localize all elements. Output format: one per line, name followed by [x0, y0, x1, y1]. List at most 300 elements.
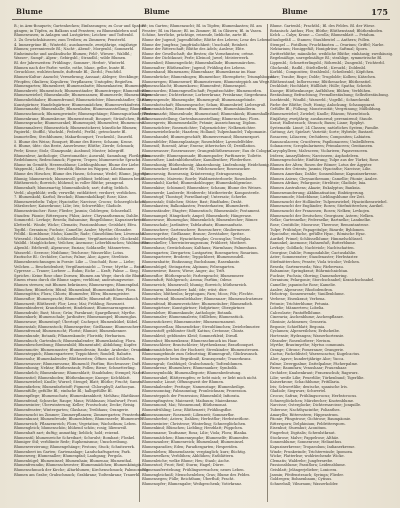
text-line: Blumenhügel; Steingarten; Alpinum; Felsengarten.: [142, 264, 236, 269]
text-line: Passionsblume; Passiflora; Leidensblume.: [270, 463, 346, 468]
text-line: Fenster; Bl. im Hause; Bl. im Zimmer; Bl. in Gläsern; Bl. in Vasen.: [142, 28, 263, 33]
text-line: Hortensie; Hydrangea; Wasserhortensie.: [270, 333, 345, 338]
text-line: Blumenfelder; Blumenplantage; Rosenfelder; Lavendelfelder.: [142, 139, 254, 144]
text-line: Blumenwelken; Verblühen; Abblühen; Entblättern.: [142, 454, 235, 459]
text-line: Blumenbuch; Gartenbuch; Blumenkalender; Blumenkatalog; Flora.: [14, 338, 137, 343]
text-line: Blumenkohl; Karfiol; Blumenkohlsuppe; Blumenkohlgemüse.: [142, 181, 253, 186]
text-line: Blumenschmuck der Kirche; Altarblumen; Kirchenschmuck; Palmsonntag.: [14, 468, 150, 472]
text-line: Blumenspritze; Gießkanne; Brause; Zerstäuber; Spritze.: [142, 232, 245, 237]
text-line: Blumiger Stil; verblümte Rede; Euphemismus; Umschreibung.: [14, 440, 128, 445]
text-line: Knospe; Blüthenknospe; Aufblühen; Blühen; Verblühen.: [270, 88, 372, 93]
text-line: Blumenflor; Blumenpracht; Blumenfülle; Blumenduft; Blumenhauch.: [14, 296, 140, 301]
text-line: Blumenpflege; Blumenschutz; Blumenkrankheit; Mehltau; Blattläuse.: [14, 394, 141, 398]
text-line: Blumenbrücke; Blumenbogen; Blumenthor; Ehrenpforte; Triumphbogen.: [142, 74, 275, 79]
text-line: Blumenzeit; Blüthezeit; Flor; Lenz; Mai; Frühling; Rosenzeit.: [14, 301, 126, 306]
text-line: Blumenkunst; Blumenfreude; Blumenleben; Blumenseele; Blumenwelt.: [14, 417, 144, 422]
text-line: Oleander; Rosenlorbeer; Nerium.: [270, 338, 331, 343]
text-line: Blumenstil; blumenreiche Schreibart; Schwulst; Bombast; Floskel.: [14, 435, 136, 440]
text-line: Lippenbl.; Schmetterlingsbl.; Röhrenbl.; Zungenbl.; Trichterbl.: [270, 61, 385, 65]
text-line: Blumen Australiens; Akazie; Eukalyptus; Banksia.: [270, 185, 361, 190]
text-line: Blumensonntag; Palmsonntag; Fronleichnam; Prozession.: [142, 389, 248, 394]
text-line: Blumengärtner; Kunstgärtner; Hofgärtner; Obergärtner.: [142, 306, 246, 311]
text-line: Blumenleiche; welke Blume; Heu; Staub; Asche.: [142, 458, 230, 463]
text-line: Alpenbl.: Edelweiß; Alpenrose; Enzian; Soldanelle; Männertreu.: [14, 246, 131, 250]
text-line: Myrthe; Brautmyrthe; Myrtus communis.: [270, 343, 346, 348]
text-line: Aloe; Agave; hundertjährige Aloe; Yucca.: [270, 357, 345, 361]
text-line: Verbene; Eisenkraut; Verbena.: [270, 296, 326, 301]
text-line: 6. Blume, übtr.: das Beste, Auserlesene; Blüthe; Zierde; Schmuck;: [14, 144, 135, 149]
text-line: Lobelie; Männertreu; Lobelia.: [270, 306, 325, 311]
text-line: Blumenkorb; Blumenschale; Jardinière; Blumenampel; Blumenglas.: [14, 315, 138, 320]
text-line: Blumenfeind; Schnecke; Raupe; Maus; Wühlmaus; Maulwurf; Frost.: [14, 398, 139, 403]
text-line: Topfbl.: Geranium; Fuchsie; Camellie; Azalee; Myrthe; Oleander.: [14, 227, 132, 232]
text-line: Blumensommer; Rosenzeit; Lilienzeit; Sommerflor.: [142, 412, 235, 417]
text-line: Blume der Jugend; Jugendblüthe; Blüthe des Lebens; Lenz des Lebens.: [142, 37, 272, 42]
text-line: Blumenstab; Stäbchen; Stütze; Bast; Bindfaden; Draht.: [142, 199, 243, 204]
text-line: Blumenangebinde zum Geburtstag; Blumengruß; Glückwunsch.: [142, 352, 259, 357]
text-line: Blumenmaler; Blumenmalerin; Stillleben; Blumenstück.: [142, 315, 244, 320]
text-line: Blumengleich; blumenschön; blühend schön; rosig; lilienweiß.: [14, 426, 128, 431]
text-line: Exotische Bl.: Orchidee; Cactus; Palme; Aloe; Agave; Strelitzie.: [14, 255, 130, 260]
text-line: Einem etwas durch die Blume sagen; verblümt; andeutungsweise.: [14, 278, 135, 283]
text-line: Blumenlese; Anthologie; Chrestomathie; Auswahl; Sammlung; Florilegium.: [14, 153, 151, 158]
text-line: Blumenteppich; Blumenparterre; Teppichbeet; Rondell; Rabatte.: [14, 352, 133, 357]
text-line: Blumenhonig; Nektar; Blüthenstaub; Pollen; Biene; Schmetterling.: [14, 366, 136, 371]
text-line: Blumenhaft zart; duftig; anmuthig; lieblich; hold; reizend.: [14, 431, 120, 435]
running-header: [12, 5, 390, 20]
text-line: Blumenfeind; Blumenverächter; Blumenräuber; Blumendieb.: [142, 301, 254, 306]
text-line: Blumenschleier; Brautschleier; Myrthenkranz; Brautbouquet.: [142, 343, 255, 348]
text-line: Blumensegen; Fülle; Reichthum; Überfluß; Pracht.: [142, 477, 235, 482]
text-line: Blumen nach der Farbe: weiße, rothe, blaue, gelbe, bunte Bl.: [14, 65, 126, 70]
text-line: Blume der Ritterschaft; Blüthe des Adels; Auslese; Elite.: [142, 47, 246, 52]
text-line: Nelke; Gartennelke; Federnelke; Bartnelke; Landnelke.: [270, 218, 372, 223]
text-line: Blumen der Alten; Rosen der Römer; Lotus der Ägypter.: [270, 162, 373, 167]
text-line: Blumengeschichte; Einführung; Tulpe aus der Türkei; Rose.: [270, 158, 380, 163]
text-line: Blumenbrett; Blumentisch; Blumenständer; Blumentreppe; Blumenfenster.: [14, 88, 151, 93]
text-line: Blume. Gartenbl.; Prachtbl.; Bl. des Feldes. Bl. der Wiese.: [270, 24, 376, 28]
text-line: Blumenmädchen; Blumenfrau; Blumenweib; Blumenhändlerin.: [142, 107, 257, 112]
text-line: Staubgefäß — Stamen; Staubbeutel — Anthera; Pollen.: [270, 37, 371, 42]
text-line: Blumenhaus; Gewächshaus; Kalthaus; Warmhaus; Palmenhaus.: [142, 246, 258, 250]
text-line: Kelch — Calyx; Krone — Corolla; Blumenblatt — Petalum.: [270, 33, 376, 38]
text-line: Blumengrab; Grabhügel; Grabschmuck; Todtenblumen.: [142, 361, 244, 366]
text-line: Blumenalter; Blüthenalter; Jugend; Frühling des Lebens.: [142, 65, 246, 70]
text-line: Gloxinie; Achimenes; Gesneria.: [270, 320, 327, 324]
text-line: Wasserbl.: Seerose; Nixblume; Teichrose; Wasserlilie; Lotus.: [14, 250, 125, 255]
text-line: Blumenfrühling; Lenz; Blüthenzeit; Frühlingsflor.: [142, 407, 232, 412]
text-line: Cineraria; Aschenblume; Aschenpflanze.: [270, 315, 344, 320]
text-line: Deckblatt; Hochblatt; Hüllblatt; Hülle; Spatha; Scheide.: [270, 84, 373, 89]
text-line: Blumengarten; Blumenbeet; Blumenrabatte; Blumenkasten; Blumentopf;: [14, 84, 148, 89]
text-line: Blumenorakel; Blätterzupfen; er liebt mich; er liebt mich nicht.: [142, 375, 258, 380]
text-line: Blumenzucker; kandierte Bl.; Veilchenzucker; Rosenzucker.: [142, 167, 251, 172]
text-line: Blumensprache; Blumenorakel; Blumenspiel; Blumenfest; Blumencorso.: [14, 121, 146, 126]
text-line: Blume im Gemüth; Herzensblume; Lieblingsblume; Blume der Liebe.: [14, 162, 140, 167]
text-line: Blumenwasser; Rosenwasser; Orangenblüthenwasser; Eau de Cologne.: [142, 148, 273, 153]
text-line: Kunstgärtner; Handelsgärtner; Blumenmädchen; Blumenverkäuferin.: [14, 102, 141, 107]
text-line: Schneeglöckchen; Märzbecher; Knotenblume.: [270, 398, 355, 403]
text-line: Blumen am Grabe; Grabschmuck; Grabkranz; Todtenkranz; Trauerbl.: [14, 472, 141, 477]
text-line: Heliotrop; Sonnenwende; Vanillenblume.: [270, 292, 345, 297]
text-line: Papierbl.; Stoffbl.; Wachsbl.; Federbl.; Perlbl.; getrocknete Bl.: [14, 130, 127, 135]
text-line: Blumenopfer; Blumengabe; Weihgeschenk; Votivkranz.: [142, 481, 243, 486]
text-line: Blumenbeschreibung; Blumenbild; Blumentafel; Abbildung; Kupfer.: [14, 343, 138, 348]
text-line: Blumen Asiens; Chrysanthemum; Camellie; Päonie; Azalee.: [270, 176, 378, 181]
text-line: Ranunkel; Anemone; Hahnenfuß; Butterblume.: [270, 241, 356, 246]
header-middle-word: Blume: [144, 7, 170, 16]
text-line: Blumenreich; blumenvoll; blumig; florreich; blüthenreich.: [142, 283, 248, 287]
text-line: Blumenthee; Lindenblüthenthee; Kamillenthee; Fliederthee.: [142, 158, 252, 163]
text-line: Einheimische und ausländische Blumen; Feld-, Wiesen-, Waldbl.;: [14, 51, 132, 56]
text-line: Blumenhut; Blumenkranz; Blumenschmuck im Haar.: [142, 338, 238, 343]
text-line: Narcisse; Osterglocke; Dichternarcisse; Jonquille.: [270, 403, 362, 408]
text-line: Blumenzwiebel; Blumenknolle; Blumensamen; Blumenerde; Blumendünger.: [14, 93, 153, 98]
text-line: Petunie; Trichterblume; Petunia.: [270, 301, 330, 306]
text-line: Blumengarten; Ziergarten; Lustgarten; Rosengarten; Rosarium.: [142, 250, 259, 255]
text-line: Blumenstiel; Blumenboden; Blüthenknospe; Knospe; Kelchblatt.: [14, 375, 131, 380]
text-line: Blumenkreuz; Blumenherz; Blumenanker; Symbolik.: [142, 366, 238, 371]
text-line: Blumenstoff; geblümter Stoff; Kattun; Cretonne; Chintz.: [142, 329, 245, 334]
text-line: Regelmäßige, unregelmäßige Bl.; strahlige, symmetrische Bl.: [270, 56, 383, 61]
text-line: Blumengöttin; Flora; Chloris; Blumenfee; Elfen; Blumengeister.: [14, 292, 130, 297]
text-line: Blumenzucht der Deutschen; Georginen; Astern; Nelken.: [270, 213, 375, 218]
text-line: Päonie; Pfingstrose; Gichtrose; Baumpäonie.: [270, 417, 352, 422]
text-line: Blumenwiese; Rasen; Wiese; Anger; Au; Trift.: [142, 269, 226, 274]
text-line: Blumenkeller; Überwinterungsraum; Frühbeet; Mistbeet.: [142, 241, 247, 246]
text-line: Blumenwanderung; Akklimatisation; Einbürgerung.: [270, 190, 365, 195]
text-line: Kaiserkrone; Schachblume; Fritillaria.: [270, 380, 340, 385]
text-line: Kapuzinerkresse; Tropaeolum; Indianerkresse.: [270, 444, 356, 449]
text-line: Blumenkasten; Balkonkasten; Fensterkasten; Blumenbrett.: [142, 204, 250, 209]
text-line: Camellie; japanische Rose; Kamelie.: [270, 283, 337, 287]
text-line: Blumenflor; Blüthenpracht; Farbenpracht; Blumenmeer.: [142, 273, 245, 278]
text-line: Schöne, herrliche, prächtige, reizende, liebliche, zarte Bl.: [142, 33, 248, 38]
text-line: Orange; Citrone; Pomeranze; Orangerie.: [270, 347, 345, 352]
text-line: Goldregen; Bohnenbaum; Cytisus.: [270, 477, 333, 482]
text-line: Solanaceen; Scrophularineen; Primulaceen; Gentianeen.: [270, 144, 374, 149]
text-line: Blumenfreund; Blumenliebhaber; Blumennarr; Blumenschwärmer.: [142, 296, 264, 301]
text-line: Blumenweg; Blumenallee; Blumenpfad; Laubgang; Pergola.: [14, 454, 123, 459]
text-line: Blumenspende beim Begräbniß; Kranzspende; Trauerkranz.: [142, 357, 252, 361]
text-line: Blumenmotiv; Blumenmuster; Blumendessin; Ranke; Arabeske; Ornament.: [14, 347, 151, 352]
text-line: Palme; Zwergpalme; Dattelpalme; Fächerpalme.: [270, 361, 359, 366]
text-line: Blumenauferstehung; Frühlingserwachen; neues Leben.: [142, 468, 245, 472]
text-line: Blumenlehre; Blumenkunde; Anthologie; Botanik.: [142, 310, 233, 315]
text-line: Blumenhaft; blumenartig; blumenähnlich; zart; duftig; lieblich.: [14, 185, 129, 190]
text-line: Veilchen — Bescheidenheit; Vergißmeinnicht — Treue; Myrthe — Braut.: [14, 264, 146, 269]
text-line: Blumenzucht im Zimmer; Zimmerpflanzen; Zimmergarten; Fensterbank.: [14, 412, 147, 417]
text-line: Orchidee; Knabenkraut; Frauenschuh; Ragwurz.: [270, 370, 359, 375]
text-line: Blumenfreund; Blumenzucht; Florist; Blumist; Blumenkenner.: [14, 329, 127, 334]
text-line: Blumenwasser; Blumenessenz; Blumenöl; Parfüm; Riechwasser; Duft.: [14, 361, 142, 366]
text-line: Blumenzwiebel; Knolle; Wurzel; Stengel; Blatt; Blüthe; Frucht; Samen.: [14, 380, 144, 385]
text-line: Blumenuhr; Blumenkalender; Blüthezeiten; Öffnen und Schließen.: [14, 357, 136, 361]
text-line: Blumen des Orients; Jasmin; Hyacinthe; Narcisse; Lilie.: [270, 167, 372, 172]
text-line: Blumenerde; Lauberde; Heideerde; Mistbeeterde; Komposterde.: [142, 190, 260, 195]
text-line: Blumendraht; Bast; Moos; Grün; Farnkraut; Spargelkraut; Myrthe.: [14, 310, 136, 315]
text-line: Eisenhut; Sturmhut; Aconitum.: [270, 426, 327, 431]
text-line: Farne; Baumfarn; Venushaar; Frauenhaar.: [270, 366, 347, 371]
text-line: Reseda; Gartenreseda; Wau; Färberwau.: [270, 264, 344, 269]
text-line: Blumen streuen; mit Blumen bekränzen; Blumenregen; Blumenpfad.: [14, 283, 140, 287]
text-line: Nektarium; Honiggefäß; Honigdrüse; Saftmal; Sporn.: [270, 47, 368, 52]
text-line: Blumenzwiebelglas; Hyacinthenglas; Crocusglas; Treibglas.: [142, 236, 252, 241]
text-line: Geranium; Pelargonie; Storchschnabel; Kranichschnabel.: [270, 278, 375, 283]
text-line: Blumenzucht der Engländer; Rosen; Stiefmütterchen; Aurikel.: [270, 204, 384, 209]
text-line: Bl. der Jahreszeiten: Frühlings-, Sommer-, Herbst-, Winterbl.: [14, 61, 126, 65]
text-line: Blumenhand; Blumenarm; Blumenhaar; Blumenkranz im Haar.: [142, 70, 257, 75]
text-line: Blumengleichniß; Menschenleben; Gras; Blume des Feldes.: [142, 472, 251, 477]
text-line: Blumenhonig; Blüthenhonig; Akazienhonig; Lindenhonig; Heidehonig.: [142, 162, 270, 167]
text-line: Blumenmarkt; Blumenbude; Blumenstand; Blumenkiosk; Blumenhalle.: [142, 111, 271, 116]
text-line: Blumenmarkt; Blumenhalle; Blumenladen; Blumenausstellung; Blumenflor.: [14, 107, 151, 112]
text-line: Blumenkrone; Dichterkrone; Lorbeerkranz; Preiskranz; Siegerkranz.: [142, 93, 268, 98]
text-line: 3. Zu Gewächshäusern; zum Treiben; zu Zimmern; Fensterbl.: [14, 37, 127, 42]
text-line: Blumenherbst; Astern; Dahlien; Herbstflor; Herbstzeitlose.: [142, 417, 250, 422]
text-line: Blüthenreich; florreich; blühend; in voller Blüthe; prangend.: [14, 181, 125, 186]
text-line: Blumenzwiebel; Zwiebel; Knolle; Rhizom; Wurzelstock.: [270, 111, 371, 116]
text-line: Waldbl.: Maiglöckchen; Veilchen; Anemone; Leberblümchen; Waldmeister.: [14, 241, 150, 246]
text-line: Sonnenblume; Sonnenrose; Helianthus.: [270, 440, 343, 445]
text-line: Blüthenstand; Inflorescenz; Blüthenachse; Blüthenstiel.: [270, 79, 372, 84]
text-line: Botanisch: Anthus; Flos; Blüthe; Blüthenstand; Blüthenboden.: [270, 28, 384, 33]
text-line: Blumenteppich der Prozession; Blumenbild; Infiorata.: [142, 394, 241, 398]
text-line: Blumenampel; Hängekorb; Ampel; Blumenkorb; Hängevase.: [142, 213, 253, 218]
text-line: Blumenkelch; Blumenkrone; Blumenblatt; Staubfaden; Stempel; Narbe.: [14, 370, 145, 375]
text-line: Blumenmädchen bei der Hochzeit; Streukinder; Blumenstreuen.: [142, 347, 260, 352]
text-line: Balsamine; Springkraut; Rührmichnichtan.: [270, 269, 349, 274]
text-line: Blumenkind; Blümchen; Liebling; Herzblatt; Püppchen.: [142, 426, 244, 431]
text-line: Blumentod; Frost; Reif; Sturm; Hagel; Dürre.: [142, 463, 225, 468]
text-line: Blumenname; Taufname; Rosa; Lilie; Viola; Flora; Blanka.: [142, 431, 248, 435]
text-line: Blumenschlacht; Blumenkorso; Blumenfest; Blumenspiel.: [142, 84, 247, 89]
text-column-3: [270, 24, 393, 504]
text-line: Blume der Jungfrau; Jungfräulichkeit; Unschuld; Reinheit.: [142, 42, 249, 47]
text-line: Blumenessig; Rosenessig; Kräuteressig; Estragonessig.: [142, 172, 244, 176]
text-line: Glockenbl.; Radbl.; Stieltellerbl.; Kreuzbl.; Doldenbl.: [270, 65, 367, 70]
text-line: Blumenhandel; Blumengeschäft; Blumenversand; Blumenexport.: [142, 135, 261, 139]
text-line: Crocus; Safran; Frühlingscrocus; Herbstcrocus.: [270, 394, 358, 398]
text-line: Blumen Afrikas; Pelargonie; Strelitzie; Gladiole; Ixia.: [270, 181, 367, 186]
text-line: Aurikel; Primel; Schlüsselblume; Himmelschlüssel.: [270, 236, 363, 241]
text-line: Tuberose; Nachthyacinthe; Polianthes.: [270, 407, 341, 412]
header-right-word: Blume: [282, 7, 308, 16]
text-line: Blumenfreundin; Blumenschwester; Blumenmädchen; Blumenkönigin.: [14, 463, 143, 468]
text-line: Bl.; im Garten; Blumenzucht; Bl. in Töpfen; Blumenkasten; Bl. am: [142, 24, 262, 28]
text-line: Farbe der Blüthe; Duft; Honig; Anlockung; Schauapparat.: [270, 102, 376, 107]
text-line: Perle; Krone; Stolz; Glanzpunkt; Ausbund; Muster; Inbegriff.: [14, 148, 125, 153]
text-line: Blumensträucher: Rose; Flieder; Jasmin; Goldregen; Schneeball.: [14, 209, 132, 213]
text-line: Ähre; Traube; Rispe; Dolde; Trugdolde; Kolben; Kätzchen.: [270, 74, 377, 79]
text-line: Stiefmütterchen; Pensée; Viola tricolor; Veilchen.: [270, 259, 360, 264]
text-line: Blumenpreis; Blumenmedaille; Prämie; Auszeichnung; Diplom.: [142, 121, 257, 126]
text-line: Geisblatt; Jelängerjelieber; Lonicera.: [270, 468, 338, 472]
text-line: Amaryllis; Rittersstern; Hippeastrum.: [270, 412, 339, 417]
text-line: Stauden: Päonie; Rittersporn; Phlox; Aster; Chrysanthemum; Dahlie.: [14, 213, 140, 218]
text-line: Systematik: Linné; 24 Classen; natürliches System; Familie.: [270, 125, 380, 130]
text-line: Blumenfenster; Wintergarten; Glashaus; Treibhaus; Orangerie.: [14, 407, 130, 412]
text-line: Blumenöl; Rosenöl; Attar; Essenz; ätherisches Öl; Destillation.: [142, 144, 256, 149]
text-line: Blumenlied; Blumengedicht; Blumenballade; Blumenmärchen.: [142, 61, 256, 65]
text-line: Blumenleben; Blumendasein; vergänglich; kurz; flüchtig.: [142, 449, 246, 454]
text-line: Blumen Amerikas; Dahlie; Sonnenblume; Kapuzinerkresse.: [270, 172, 378, 176]
text-line: Rose; Centifolie; Moosrose; Theerose; Remontantrose.: [270, 222, 370, 227]
text-line: Insektenbl.; Windbl.; Wasserbl.; Vogelbl.; Schneckenbl.: [270, 98, 371, 102]
text-line: Rittersporn; Delphinium; Feldrittersporn.: [270, 421, 346, 426]
text-line: Blumenbeet im Garten; Gartenanlage; Landschaftsgarten; Park.: [14, 449, 131, 454]
text-line: Stockrose; Malve; Pappelrose; Althäe.: [270, 435, 340, 440]
text-line: Geruchlose, wohlriechende, duftende Bl.; Zierbl.; Prachtbl.: [14, 70, 122, 75]
text-line: Blume der Gesellschaft; die Besten; die Vornehmsten; crème.: [142, 51, 254, 56]
text-line: Blumenkranz; Blumenkrone; Blumenstrauß; Bouquet; Sträußchen; Busch.: [14, 116, 150, 121]
text-line: Gefüllte Bl.; Füllung; Monstrosität; Vergrünung; Mißbildung.: [270, 107, 382, 112]
text-line: Redeblumen; Redeschmuck; Figuren; Tropen; blumenreiche Sprache.: [14, 158, 142, 163]
text-line: Blumenspende; Blumengabe; Blumengruß; Blumenangebinde.: [142, 98, 256, 102]
text-line: B.; in Arm-Bouquets; Gartenhecken; Einfassungen; zu Cour und Spazier-: [14, 24, 147, 28]
text-line: Blumenständer; Etagère; Blumentisch; Blumensäule; Postament.: [142, 209, 261, 213]
text-line: Blumenseife; Blumenpomade; Blumenpuder; Parfümerie; Toilette.: [142, 153, 263, 158]
text-line: Levkoje; Goldlack; Nachtviole; Nachtschatten.: [270, 246, 355, 250]
text-line: Fingerhut; Digitalis; Schwulstkraut.: [270, 431, 336, 435]
text-line: Märzbecher; Kaiserkrone; Lilie; Iris; Schwertlilie; Gladiole.: [14, 204, 123, 209]
text-line: Stempel — Pistillum; Fruchtknoten — Ovarium; Griffel; Narbe.: [270, 42, 385, 47]
text-line: Bestäubung; Befruchtung; Fremdbestäubung; Selbstbestäubung.: [270, 93, 389, 98]
text-line: Cypresse — Trauer; Lorbeer — Ruhm; Eiche — Kraft; Palme — Sieg.: [14, 269, 139, 274]
text-line: Azalee; Alpenrose; Rhododendron.: [270, 287, 334, 292]
text-line: Blumenausstellung; Gartenbauausstellung; Blumenschau; Flora.: [142, 116, 260, 121]
text-line: Blumenreich; Pflanzenreich; Flora; Vegetation; Wachsthum; Leben.: [14, 421, 137, 426]
text-line: Blumenzucht der Holländer; Tulpenzwiebel; Hyacinthenzwiebel.: [270, 199, 388, 204]
text-line: Blumenstickerei; Blumenmuster; Blumenornament.: [142, 320, 236, 324]
text-line: Winde; Prunkwinde; Trichterwinde; Ipomoea.: [270, 449, 354, 454]
text-line: Blumenmode; Modeblume; Lieblingsblume der Zeit.: [270, 195, 366, 200]
text-line: Blumenmalerei; Blumenstück; Blumenstickerei; künstliche Blumen;: [14, 125, 138, 130]
text-line: Blumenmädchen; Blumennymphe; Blumenelfe; Blumenfee.: [142, 435, 250, 440]
text-line: Blumenarm; blumenleer; kahl; öde; wüst; dürr.: [142, 287, 228, 292]
text-line: Blumenmond; Mai; Wonnemond; Blüthemonat.: [142, 403, 228, 408]
text-line: Blumenschmuck; Blumengewinde; Blumengehänge; Blumenguirlande; Feston.: [14, 111, 158, 116]
text-line: Caryophylleen; Malvaceen; Violarieen; Papaveraceen.: [270, 148, 369, 153]
text-line: Blumensymbolik; Blumenallegorie; Blumenbedeutung.: [142, 370, 242, 375]
text-line: Blumenregen; Blumenwurf; Blumenstreuen; Blumenteppich am Wege.: [142, 79, 271, 84]
text-line: Blumenverzierung; Blumengehänge; Festons; Stuck; Schnitzwerk.: [14, 444, 135, 449]
text-line: Jasmin; Pfeifenstrauch; Syringa; Flieder.: [270, 472, 344, 477]
text-line: Blumenduft; Wohlgeruch; Aroma; Parfüm; Odeur.: [142, 278, 232, 283]
text-line: Clematis; Waldrebe; Jungfernrebe.: [270, 458, 334, 463]
text-line: Blumenparterre; Broderie; Teppichbeet; Blumenrondell.: [142, 255, 245, 260]
text-line: Blumenschale; Jardinière; Tafelaufsatz; Blumenaufsatz.: [142, 222, 243, 227]
text-line: Blumenrabatte; Einfassung; Buchsbaum; Rasenkante.: [142, 259, 241, 264]
text-line: Blumenkäse; Schimmel; Blumenbier; Schaum; Blume des Weines.: [142, 185, 262, 190]
text-line: Blume der Dichtkunst; Perle; Kleinod; Juwel; Meisterwerk.: [142, 56, 250, 61]
text-line: Georgine; Dahlie; Pompondahlie; Cactusdahlie.: [270, 250, 357, 255]
text-line: Verbl.; abgeblüht; welk; verwelkt; entblättert; verdorrt; verblichen.: [14, 190, 137, 195]
text-line: Sommerbl.: Levkoje; Reseda; Balsamine; Ringelblume; Kapuzinerkresse.: [14, 218, 147, 223]
text-line: Feldbl.: Kornblume; Mohn; Kamille; Rade; Gänseblümchen; Löwenzahn.: [14, 232, 146, 237]
text-line: Irideen; Amaryllideen; Narcisseen; Asphodeleen.: [270, 153, 360, 158]
text-column-2: [142, 24, 275, 504]
text-line: Blumenwein; Maiwein; Bowle; Waldmeisterbowle; Rosenbowle.: [142, 176, 258, 181]
text-line: Blumenzwiebeln: Tulpe; Hyacinthe; Narcisse; Crocus; Schneeglöckchen;: [14, 199, 147, 204]
text-line: Blumenzucht der Franzosen; Rosen; Nelken; Levkojen.: [270, 209, 371, 213]
text-line: 7. Blumenkohl; Karfiol; Brockoli; Blumenkohlkopf; Rose; Käse.: [14, 195, 129, 200]
text-line: Blümchen; Blümelein; Blüml; Blumenkind; Blumenmädchen; Flora.: [14, 287, 137, 292]
page-number: 175: [371, 7, 388, 17]
text-line: Wicke; Platterbse; wohlriechende Wicke.: [270, 454, 345, 459]
text-line: Schneeball; Viburnum; Wasserholder.: [270, 481, 339, 486]
text-line: Blumentopf; Thontopf; Porzellantopf; Untersatz; Scherbe.: [142, 195, 248, 200]
text-line: Blumenhügel; Blumeninsel; Blumenhain; Blumenau; Blumenthal.: [14, 458, 133, 463]
text-line: Blumenwinter; Christrose; Winterling; Schneeglöckchen.: [142, 421, 247, 426]
text-line: Blumenporzellan; Blumendekor; Streublümchen; Zwiebelmuster.: [142, 324, 261, 329]
text-line: Blumenschere; Gartenschere; Rosenschere; Okuliermesser.: [142, 227, 251, 232]
text-line: Kletterbl.: Winde; Wicke; Clematis; Passionsblume; Geisblatt; Efeu.: [14, 222, 137, 227]
text-line: Blumenlos; blüthenlos; kryptogam; Farn; Moos; Pilz; Flechte.: [142, 292, 254, 297]
text-line: Cyclamen; Alpenveilchen; Erdscheibe.: [270, 329, 341, 334]
text-line: Fuchsie; Fuchsia; Ohrring; Damenohrring.: [270, 273, 348, 278]
text-line: Blumenkalender; Festtage; Namenstage; Blumenheilige.: [142, 384, 246, 389]
text-line: Blumenzüchter; Rosenzüchter; Tulpenzüchter; Nelkenzüchter.: [142, 125, 256, 130]
text-line: Blumenfarben; Blumenfarbstoff; Pigment; Chlorophyll; Anthocyan.: [14, 384, 136, 389]
text-line: Einjährig; zweijährig; ausdauernd; perennirend; Staude.: [270, 116, 374, 121]
text-line: Rosaceen; Liliaceen; Orchideen; Compositen; Labiaten.: [270, 135, 372, 139]
text-line: Blumen; perennirende Bl.; Nacht-, Abend-, Morgenbl.; Sommerbl.: [14, 47, 135, 52]
text-line: Ranunculaceen; Cruciferen; Papilionaceen; Umbelliferen.: [270, 139, 376, 144]
text-line: Begonie; Schiefblatt; Begonia.: [270, 324, 326, 329]
text-line: Iris; Schwertlilie; deutsche, spanische Iris.: [270, 384, 348, 389]
header-left-word: Blume: [16, 7, 44, 16]
text-line: Blumenpfingsten; Maienzeit; Maibaum; Maienkranz.: [142, 398, 239, 403]
text-line: Pfropfen; Okuliren; Kopuliren; Verpflanzen; Umtopfen; Begießen.: [14, 79, 134, 84]
text-line: Blumenbotschaft; Blumensprache; Selam; Blumenbrief; Liebesgruß.: [142, 102, 267, 107]
text-line: Blume des Hirsches; Blume des Hasen; Schwanz; Wedel; Blume, Jägerspr.: [14, 172, 150, 176]
text-line: Wiesenbl.: Hahnenfuß; Schlüsselblume; Vergißmeinnicht; Glockenbl.: [14, 236, 140, 241]
text-line: Gladiole; Siegwurz; Schwertel.: [270, 389, 327, 394]
text-line: Blumenvase; Blumenglas; Blumenkelch; Blumenbecher; Römer.: [142, 218, 259, 223]
text-line: Blumenzauber; Blumenreich; Blumenland; Blumeninsel.: [142, 440, 245, 445]
text-line: Blumenfülle; gefüllte Bl.; einfache Bl.; halbgefüllte Bl.: [14, 389, 113, 394]
text-line: Gattung; Art; Spielart; Varietät; Sorte; Hybride; Bastard.: [270, 130, 374, 135]
text-line: Blumenkunde; Botanik; Pflanzenkunde; Floristik; Herbarium.: [14, 333, 126, 338]
text-line: Wasser-, Sumpf-, Alpen-, Gebirgsbl.; Strandbl.; wilde Blumen.: [14, 56, 127, 61]
text-line: Korbbl.; Compositen; Strahlenbl.; Scheibenbl.; Köpfchen.: [270, 70, 375, 75]
text-line: Lilie; weiße Lilie; Feuerlilie; Türkenbund; Tigerlilie.: [270, 375, 365, 380]
text-line: Calceolarie; Pantoffelblume.: [270, 310, 322, 315]
text-line: 5. Blume des Weins; Bouquet; Blume des Bieres; Schaum; Krone.: [14, 139, 133, 144]
text-line: Blumenzwiebelzucht; Haarlem; Holland; Tulpenhandel; Tulpomanie.: [142, 130, 267, 135]
text-line: Blumenvasen; in Anlagen und Lustgärten; Leichen- und Todtenbl.: [14, 33, 134, 38]
text-line: Blumenwinter; Überwinterung; Keller; Frostschutz; Decke; Reisig.: [14, 403, 136, 408]
text-line: Blumenorden; Blumengesellschaft; Pegnitzschäfer; Blumenorden.: [142, 88, 263, 93]
text-line: Kraut; Halbstrauch; Strauch; Baum; Liane; Epiphyt.: [270, 121, 365, 126]
text-line: Blumig; blumenreich; blumenvoll; geblümt; beblümt; mit Blumen besät.: [14, 176, 146, 181]
text-line: Blumenbinderei; Kranzbinderei; Bindekunst; Blumenarrangement.: [14, 306, 136, 311]
text-line: Zwitterblüthe; männliche, weibliche Blüthe; einhäusig; zweihäusig.: [270, 51, 394, 56]
text-line: Blumenstab; Blumenstock; Blumenspritze; Gießkanne; Blumenschere.: [14, 324, 142, 329]
text-line: Blumenliebhaber; Blumenfreund; Blumenzüchter; Blumenhändler; Gärtner;: [14, 98, 153, 102]
text-line: Blumenbezeichnungen in Poesie: Lilie — Unschuld; Rose — Liebe;: [14, 259, 135, 264]
text-line: Immortellen; Strohblumen; Makartbouquet; Trockenbl.; Dauerbl.: [14, 135, 134, 139]
text-line: 4. Immergrüne Bl.; Winterbl.; ausdauernde, zweijährige, einjährige: [14, 42, 137, 47]
text-line: Blumenparadies; Eden; Paradiesgarten; Hesperiden.: [142, 444, 239, 449]
text-line: Aster; Sommeraster; Staudenaster; Herbstaster.: [270, 255, 359, 260]
text-line: Blumen-Kultur: Anzucht; Vermehrung; Aussaat; Ableger; Stecklinge;: [14, 74, 140, 79]
text-line: Blumenkleid; geblümtes Kleid; Sommerkleid; Dirndl.: [142, 333, 239, 338]
text-column-1: [14, 24, 158, 504]
text-line: Cactus; Fackeldistel; Warzencactus; Kugelcactus.: [270, 352, 361, 357]
text-line: Blumenuhr; Linné; Öffnungszeit der Blumen.: [142, 380, 225, 385]
